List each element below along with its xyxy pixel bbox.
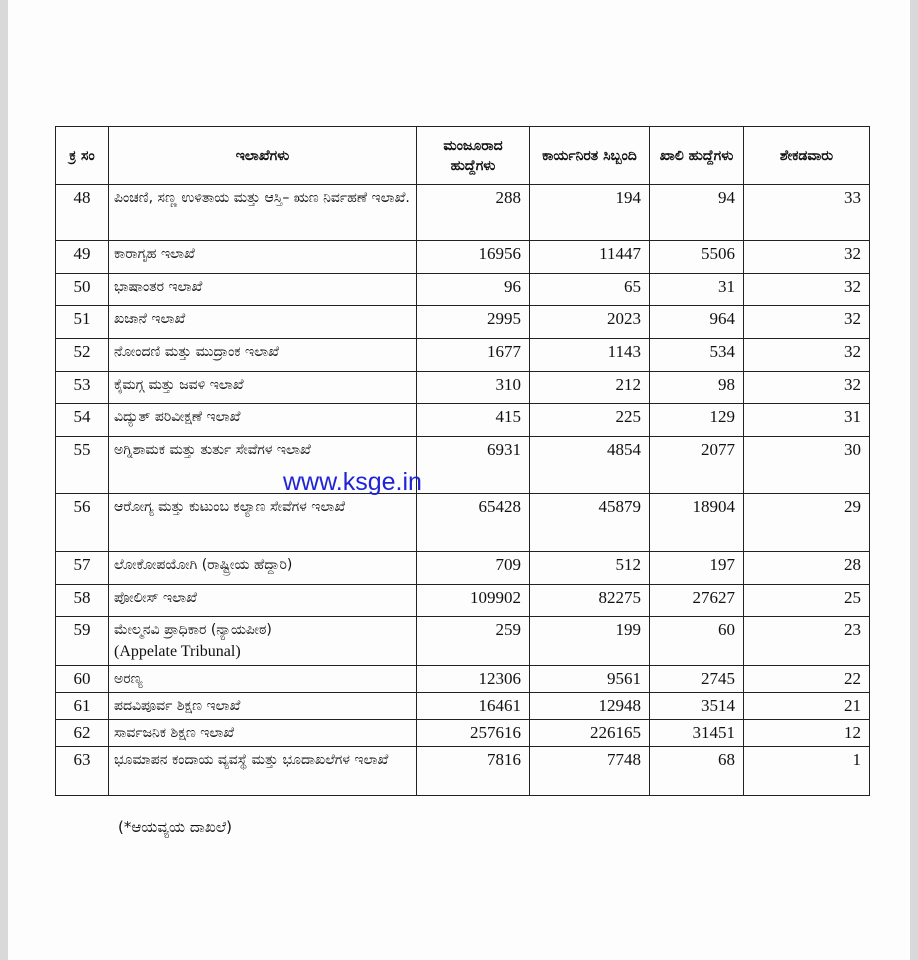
watermark-url: www.ksge.in: [283, 468, 422, 496]
row-vacant: 18904: [650, 494, 744, 552]
row-serial: 54: [56, 404, 109, 437]
table-row: [56, 241, 870, 274]
row-department: [109, 693, 417, 720]
row-department: [109, 617, 417, 666]
row-sanctioned: 288: [417, 185, 530, 241]
row-working: 9561: [530, 666, 650, 693]
row-department-text: ನೋಂದಣಿ ಮತ್ತು ಮುದ್ರಾಂಕ ಇಲಾಖೆ: [114, 344, 279, 360]
row-department-text: ಪಿಂಚಣಿ, ಸಣ್ಣ ಉಳಿತಾಯ ಮತ್ತು ಆಸ್ತಿ– ಋಣ ನಿರ್ವಹಣೆ ಇಲಾಖೆ.: [114, 190, 410, 206]
row-vacant: 2077: [650, 437, 744, 494]
row-serial: 58: [56, 585, 109, 617]
row-percent: 32: [744, 274, 870, 306]
table-header-row: [56, 127, 870, 185]
table-row: [56, 372, 870, 404]
row-department: [109, 274, 417, 306]
table-row: [56, 404, 870, 437]
table-row: [56, 185, 870, 241]
row-working: 225: [530, 404, 650, 437]
row-serial: 62: [56, 720, 109, 747]
row-vacant: 94: [650, 185, 744, 241]
row-department-text: ವಿದ್ಯುತ್ ಪರಿವೀಕ್ಷಣೆ ಇಲಾಖೆ: [114, 409, 241, 425]
row-working: 45879: [530, 494, 650, 552]
row-vacant: 964: [650, 306, 744, 339]
row-working: 11447: [530, 241, 650, 274]
row-percent: 23: [744, 617, 870, 666]
row-sanctioned: 65428: [417, 494, 530, 552]
row-working: 4854: [530, 437, 650, 494]
row-serial: 53: [56, 372, 109, 404]
row-percent: 32: [744, 241, 870, 274]
table-row: [56, 617, 870, 666]
row-vacant: 197: [650, 552, 744, 585]
row-vacant: 2745: [650, 666, 744, 693]
row-serial: 50: [56, 274, 109, 306]
row-department-text: ಕಾರಾಗೃಹ ಇಲಾಖೆ: [114, 246, 195, 262]
row-vacant: 534: [650, 339, 744, 372]
header-department: ಇಲಾಖೆಗಳು: [109, 127, 417, 185]
row-sanctioned: 257616: [417, 720, 530, 747]
row-department-text: ಲೋಕೋಪಯೋಗಿ (ರಾಷ್ಟ್ರೀಯ ಹೆದ್ದಾರಿ): [114, 557, 293, 573]
row-department-text: ಪೋಲೀಸ್ ಇಲಾಖೆ: [114, 590, 197, 606]
row-serial: 61: [56, 693, 109, 720]
row-department: [109, 372, 417, 404]
row-sanctioned: 96: [417, 274, 530, 306]
table-row: [56, 306, 870, 339]
row-serial: 60: [56, 666, 109, 693]
row-vacant: 60: [650, 617, 744, 666]
row-serial: 59: [56, 617, 109, 666]
row-serial: 48: [56, 185, 109, 241]
row-sanctioned: 109902: [417, 585, 530, 617]
table-row: [56, 339, 870, 372]
row-working: 2023: [530, 306, 650, 339]
table-row: [56, 720, 870, 747]
row-sanctioned: 709: [417, 552, 530, 585]
row-percent: 31: [744, 404, 870, 437]
row-serial: 49: [56, 241, 109, 274]
row-department: [109, 720, 417, 747]
row-working: 65: [530, 274, 650, 306]
row-working: 82275: [530, 585, 650, 617]
row-percent: 30: [744, 437, 870, 494]
row-department-text: ಸಾರ್ವಜನಿಕ ಶಿಕ್ಷಣ ಇಲಾಖೆ: [114, 725, 235, 741]
row-vacant: 31451: [650, 720, 744, 747]
row-serial: 55: [56, 437, 109, 494]
row-vacant: 31: [650, 274, 744, 306]
row-department-text: ಅರಣ್ಯ: [114, 671, 143, 687]
row-working: 226165: [530, 720, 650, 747]
row-department: [109, 404, 417, 437]
row-serial: 57: [56, 552, 109, 585]
row-department: [109, 241, 417, 274]
header-sanctioned: ಮಂಜೂರಾದ ಹುದ್ದೆಗಳು: [417, 127, 530, 185]
row-vacant: 98: [650, 372, 744, 404]
row-department: [109, 306, 417, 339]
row-department-text: ಭೂಮಾಪನ ಕಂದಾಯ ವ್ಯವಸ್ಥೆ ಮತ್ತು ಭೂದಾಖಲೆಗಳ ಇಲಾಖೆ: [114, 752, 389, 768]
row-percent: 25: [744, 585, 870, 617]
row-working: 199: [530, 617, 650, 666]
row-vacant: 5506: [650, 241, 744, 274]
row-department: [109, 585, 417, 617]
row-department: [109, 339, 417, 372]
row-department: [109, 552, 417, 585]
row-percent: 28: [744, 552, 870, 585]
row-department-text: ಅಗ್ನಿಶಾಮಕ ಮತ್ತು ತುರ್ತು ಸೇವೆಗಳ ಇಲಾಖೆ: [114, 442, 311, 458]
row-percent: 21: [744, 693, 870, 720]
row-working: 12948: [530, 693, 650, 720]
row-department-text: ಪದವಿಪೂರ್ವ ಶಿಕ್ಷಣ ಇಲಾಖೆ: [114, 698, 241, 714]
row-sanctioned: 310: [417, 372, 530, 404]
row-department-text: ಕೈಮಗ್ಗ ಮತ್ತು ಜವಳಿ ಇಲಾಖೆ: [114, 377, 244, 393]
row-serial: 63: [56, 747, 109, 796]
row-sanctioned: 2995: [417, 306, 530, 339]
row-department: [109, 494, 417, 552]
header-percent: ಶೇಕಡವಾರು: [744, 127, 870, 185]
header-working: ಕಾರ್ಯನಿರತ ಸಿಬ್ಬಂದಿ: [530, 127, 650, 185]
row-department-text: ಖಜಾನೆ ಇಲಾಖೆ: [114, 311, 186, 327]
row-serial: 52: [56, 339, 109, 372]
row-department: [109, 666, 417, 693]
row-vacant: 27627: [650, 585, 744, 617]
row-sanctioned: 1677: [417, 339, 530, 372]
table-row: [56, 274, 870, 306]
row-vacant: 3514: [650, 693, 744, 720]
row-percent: 22: [744, 666, 870, 693]
row-working: 212: [530, 372, 650, 404]
row-vacant: 129: [650, 404, 744, 437]
row-department-english: (Appelate Tribunal): [114, 643, 241, 660]
row-percent: 33: [744, 185, 870, 241]
header-serial: ಕ್ರ ಸಂ: [56, 127, 109, 185]
row-working: 194: [530, 185, 650, 241]
table-row: [56, 437, 870, 494]
row-vacant: 68: [650, 747, 744, 796]
row-department-text: ಮೇಲ್ಮನವಿ ಪ್ರಾಧಿಕಾರ (ನ್ಯಾಯಪೀಠ): [114, 622, 272, 638]
row-percent: 32: [744, 339, 870, 372]
row-sanctioned: 16461: [417, 693, 530, 720]
table-row: [56, 585, 870, 617]
row-department: [109, 185, 417, 241]
table-row: [56, 666, 870, 693]
row-working: 7748: [530, 747, 650, 796]
row-sanctioned: 7816: [417, 747, 530, 796]
row-percent: 1: [744, 747, 870, 796]
row-sanctioned: 6931: [417, 437, 530, 494]
table-row: [56, 693, 870, 720]
document-page: [8, 0, 910, 960]
row-working: 512: [530, 552, 650, 585]
row-percent: 32: [744, 372, 870, 404]
row-department: [109, 747, 417, 796]
row-department-text: ಭಾಷಾಂತರ ಇಲಾಖೆ: [114, 279, 203, 295]
row-serial: 51: [56, 306, 109, 339]
row-sanctioned: 16956: [417, 241, 530, 274]
footnote: (*ಆಯವ್ಯಯ ದಾಖಲೆ): [118, 818, 232, 836]
row-department-text: ಆರೋಗ್ಯ ಮತ್ತು ಕುಟುಂಬ ಕಲ್ಯಾಣ ಸೇವೆಗಳ ಇಲಾಖೆ: [114, 499, 346, 515]
row-serial: 56: [56, 494, 109, 552]
table-row: [56, 747, 870, 796]
row-working: 1143: [530, 339, 650, 372]
row-sanctioned: 259: [417, 617, 530, 666]
vacancy-table: [55, 126, 870, 796]
table-row: [56, 552, 870, 585]
row-sanctioned: 12306: [417, 666, 530, 693]
header-vacant: ಖಾಲಿ ಹುದ್ದೆಗಳು: [650, 127, 744, 185]
table-row: [56, 494, 870, 552]
row-sanctioned: 415: [417, 404, 530, 437]
row-percent: 32: [744, 306, 870, 339]
row-percent: 29: [744, 494, 870, 552]
row-percent: 12: [744, 720, 870, 747]
